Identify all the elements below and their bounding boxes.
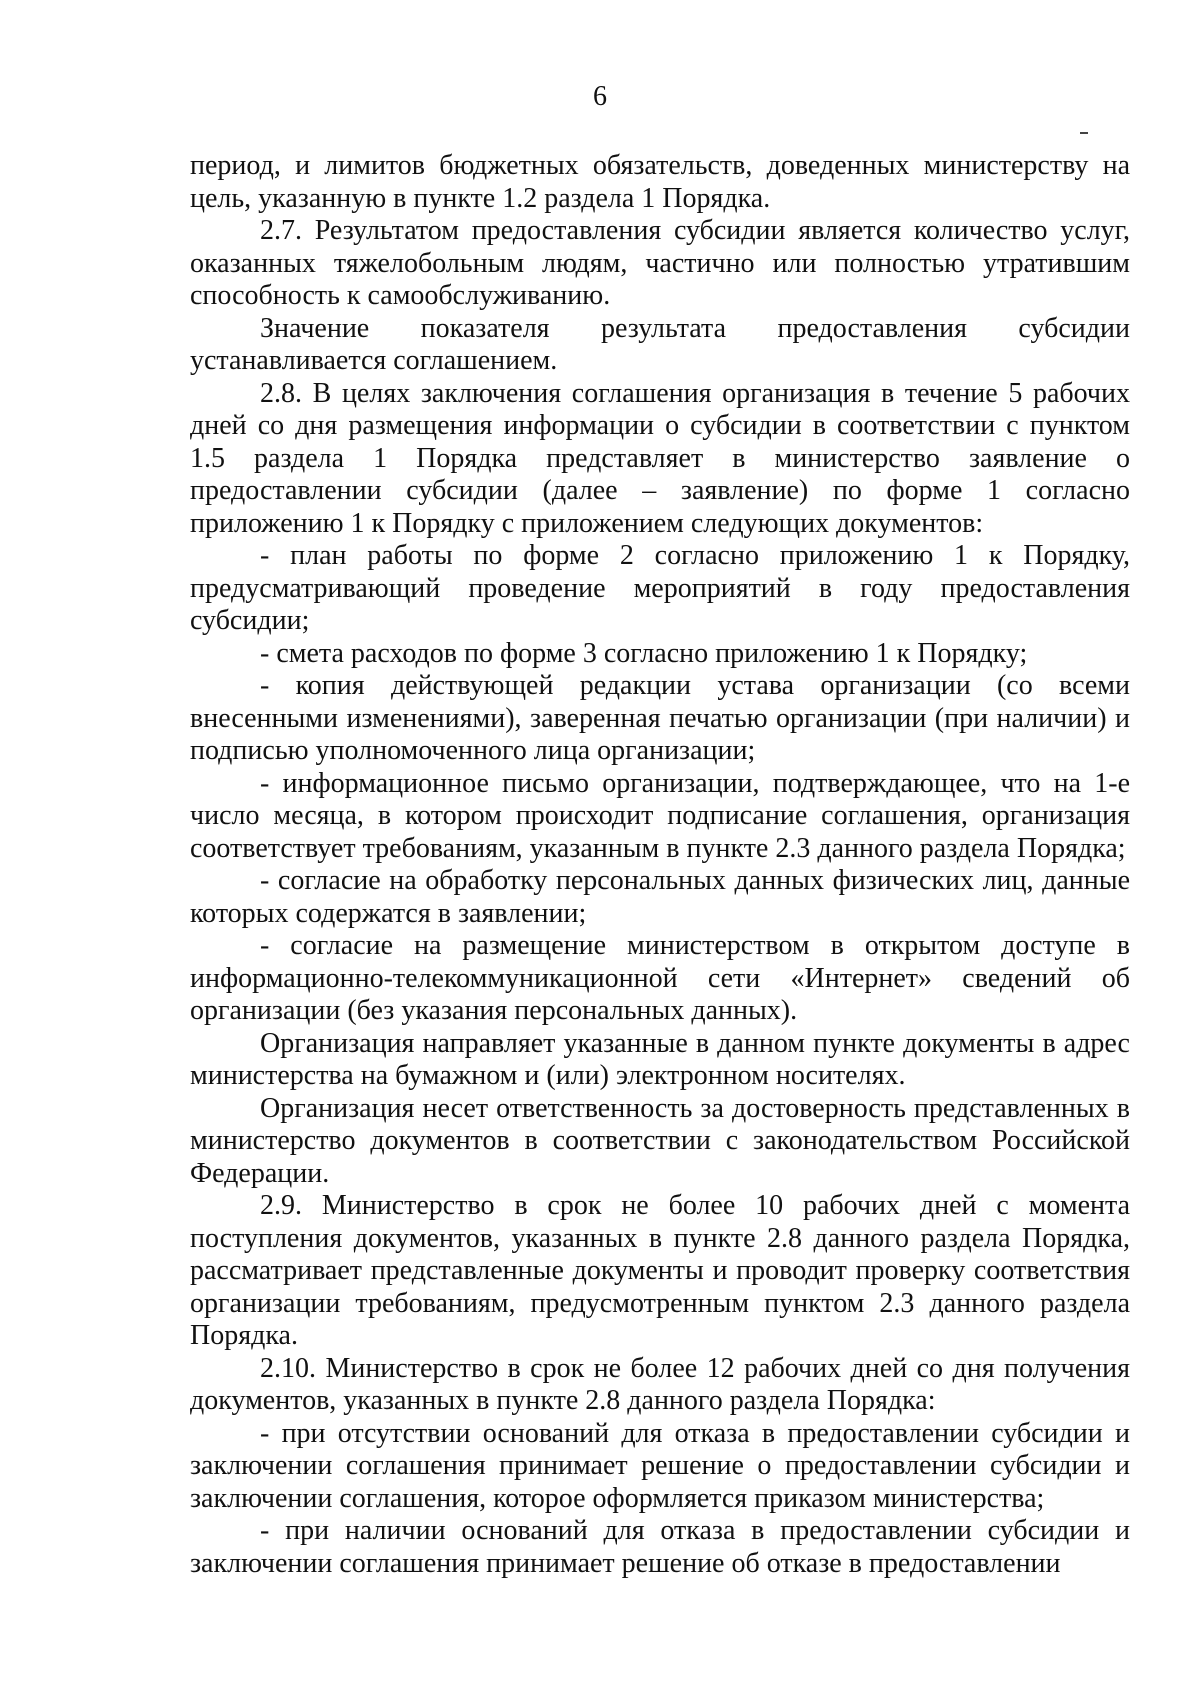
paragraph-responsibility: Организация несет ответственность за достоверность представленных в министерство документов в соответствии с законодательством Российской Федерации.	[190, 1092, 1130, 1189]
list-item-publication-consent: - согласие на размещение министерством в открытом доступе в информационно-телекоммуникационной сети «Интернет» сведений об организации (без указания персональных данных).	[190, 930, 1130, 1026]
paragraph-indicator-value: Значение показателя результата предоставления субсидии устанавливается соглашением.	[190, 312, 1130, 376]
list-item-refusal-decision: - при наличии оснований для отказа в предоставлении субсидии и заключении соглашения принимает решение об отказе в предоставлении	[190, 1515, 1130, 1579]
list-item-charter-copy: - копия действующей редакции устава организации (со всеми внесенными изменениями), заверенная печатью организации (при наличии) и подписью уполномоченного лица организации;	[190, 670, 1130, 766]
paragraph-continuation: период, и лимитов бюджетных обязательств, доведенных министерству на цель, указанную в пункте 1.2 раздела 1 Порядка.	[190, 150, 1130, 214]
scan-mark	[1080, 132, 1088, 134]
list-item-approval-decision: - при отсутствии оснований для отказа в предоставлении субсидии и заключении соглашения принимает решение о предоставлении субсидии и заключении соглашения, которое оформляется приказом министерства;	[190, 1417, 1130, 1514]
list-item-info-letter: - информационное письмо организации, подтверждающее, что на 1-е число месяца, в котором происходит подписание соглашения, организация соответствует требованиям, указанным в пункте 2.3 данного раздела Порядка;	[190, 767, 1130, 864]
page-number: 6	[593, 81, 607, 112]
paragraph-documents-submission: Организация направляет указанные в данном пункте документы в адрес министерства на бумажном и (или) электронном носителях.	[190, 1027, 1130, 1091]
paragraph-2-9: 2.9. Министерство в срок не более 10 рабочих дней с момента поступления документов, указанных в пункте 2.8 данного раздела Порядка, рассматривает представленные документы и проводит проверку соответствия организации требованиям, предусмотренным пунктом 2.3 данного раздела Порядка.	[190, 1190, 1130, 1351]
paragraph-2-8: 2.8. В целях заключения соглашения организация в течение 5 рабочих дней со дня размещения информации о субсидии в соответствии с пунктом 1.5 раздела 1 Порядка представляет в министерство заявление о предоставлении субсидии (далее – заявление) по форме 1 согласно приложению 1 к Порядку с приложением следующих документов:	[190, 377, 1130, 539]
paragraph-2-7: 2.7. Результатом предоставления субсидии является количество услуг, оказанных тяжелобольным людям, частично или полностью утратившим способность к самообслуживанию.	[190, 215, 1130, 311]
list-item-personal-data-consent: - согласие на обработку персональных данных физических лиц, данные которых содержатся в заявлении;	[190, 865, 1130, 929]
list-item-work-plan: - план работы по форме 2 согласно приложению 1 к Порядку, предусматривающий проведение мероприятий в году предоставления субсидии;	[190, 540, 1130, 636]
document-body	[190, 150, 1130, 1580]
paragraph-2-10: 2.10. Министерство в срок не более 12 рабочих дней со дня получения документов, указанных в пункте 2.8 данного раздела Порядка:	[190, 1352, 1130, 1416]
list-item-cost-estimate: - смета расходов по форме 3 согласно приложению 1 к Порядку;	[260, 637, 1028, 669]
